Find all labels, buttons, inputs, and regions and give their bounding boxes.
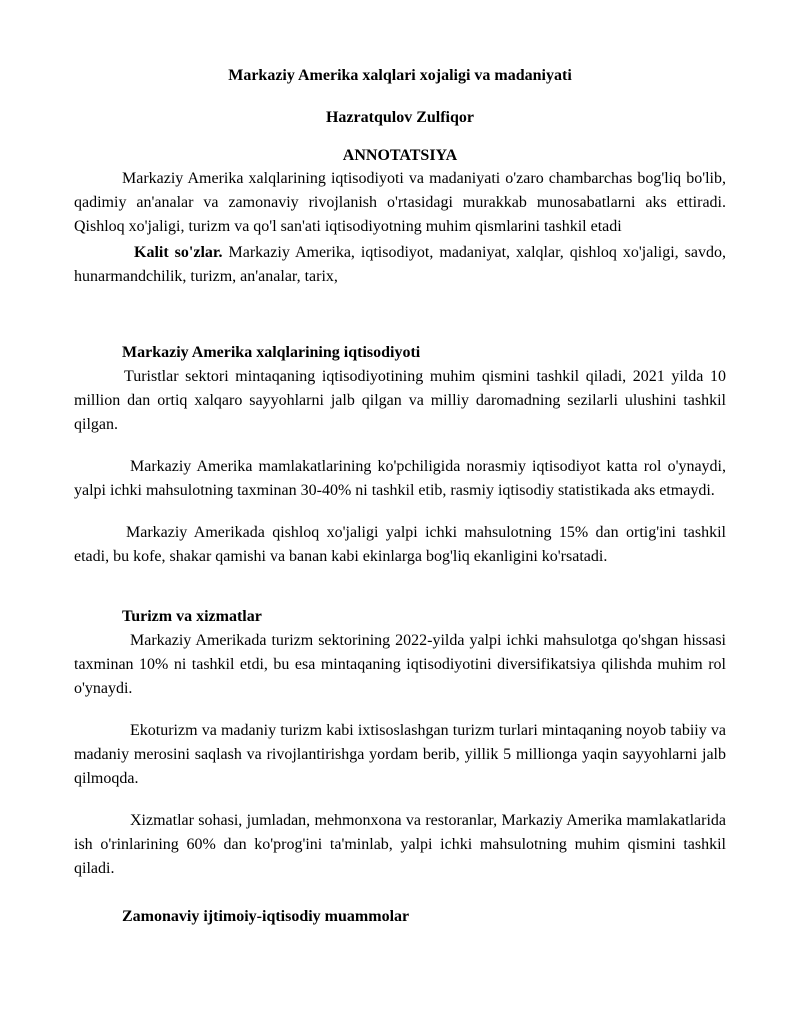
document-page	[74, 64, 726, 929]
annotation-paragraph: Markaziy Amerika xalqlarining iqtisodiyoti va madaniyati o'zaro chambarchas bog'liq bo'lib, qadimiy an'analar va zamonaviy rivojlanish o'rtasidagi murakkab munosabatlarni aks ettiradi. Qishloq xo'jaligi, turizm va qo'l san'ati iqtisodiyotning muhim qismlarini tashkil etadi	[74, 170, 726, 235]
paragraph: Turistlar sektori mintaqaning iqtisodiyotining muhim qismini tashkil qiladi, 2021 yilda 10 million dan ortiq xalqaro sayyohlarni jalb qilgan va milliy daromadning sezilarli ulushini tashkil qilgan.	[74, 368, 726, 433]
paragraph: Markaziy Amerika mamlakatlarining ko'pchiligida norasmiy iqtisodiyot katta rol o'ynaydi, yalpi ichki mahsulotning taxminan 30-40% ni tashkil etib, rasmiy iqtisodiy statistikada aks etmaydi.	[74, 458, 726, 499]
document-author: Hazratqulov Zulfiqor	[325, 109, 474, 126]
section-heading-tourism: Turizm va xizmatlar	[122, 608, 262, 625]
paragraph: Markaziy Amerikada qishloq xo'jaligi yalpi ichki mahsulotning 15% dan ortig'ini tashkil etadi, bu kofe, shakar qamishi va banan kabi ekinlarga bog'liq ekanligini ko'rsatadi.	[74, 524, 726, 565]
paragraph: Xizmatlar sohasi, jumladan, mehmonxona va restoranlar, Markaziy Amerika mamlakatlarida ish o'rinlarining 60% dan ko'prog'ini ta'minlab, yalpi ichki mahsulotning muhim qismini tashkil qiladi.	[74, 812, 726, 877]
keywords-paragraph	[74, 241, 726, 289]
section-heading-problems: Zamonaviy ijtimoiy-iqtisodiy muammolar	[122, 908, 410, 925]
annotation-heading: ANNOTATSIYA	[342, 147, 458, 164]
section-heading-economy: Markaziy Amerika xalqlarining iqtisodiyoti	[122, 344, 421, 361]
document-title: Markaziy Amerika xalqlari xojaligi va madaniyati	[228, 67, 572, 84]
keywords-text: Markaziy Amerika, iqtisodiyot, madaniyat, xalqlar, qishloq xo'jaligi, savdo, hunarmandchilik, turizm, an'analar, tarix,	[74, 244, 726, 285]
paragraph: Markaziy Amerikada turizm sektorining 2022-yilda yalpi ichki mahsulotga qo'shgan hissasi taxminan 10% ni tashkil etdi, bu esa mintaqaning iqtisodiyotini diversifikatsiya qilishda muhim rol o'ynaydi.	[74, 632, 726, 697]
paragraph: Ekoturizm va madaniy turizm kabi ixtisoslashgan turizm turlari mintaqaning noyob tabiiy va madaniy merosini saqlash va rivojlantirishga yordam berib, yillik 5 millionga yaqin sayyohlarni jalb qilmoqda.	[74, 722, 726, 787]
keywords-label: Kalit so'zlar.	[134, 244, 223, 261]
